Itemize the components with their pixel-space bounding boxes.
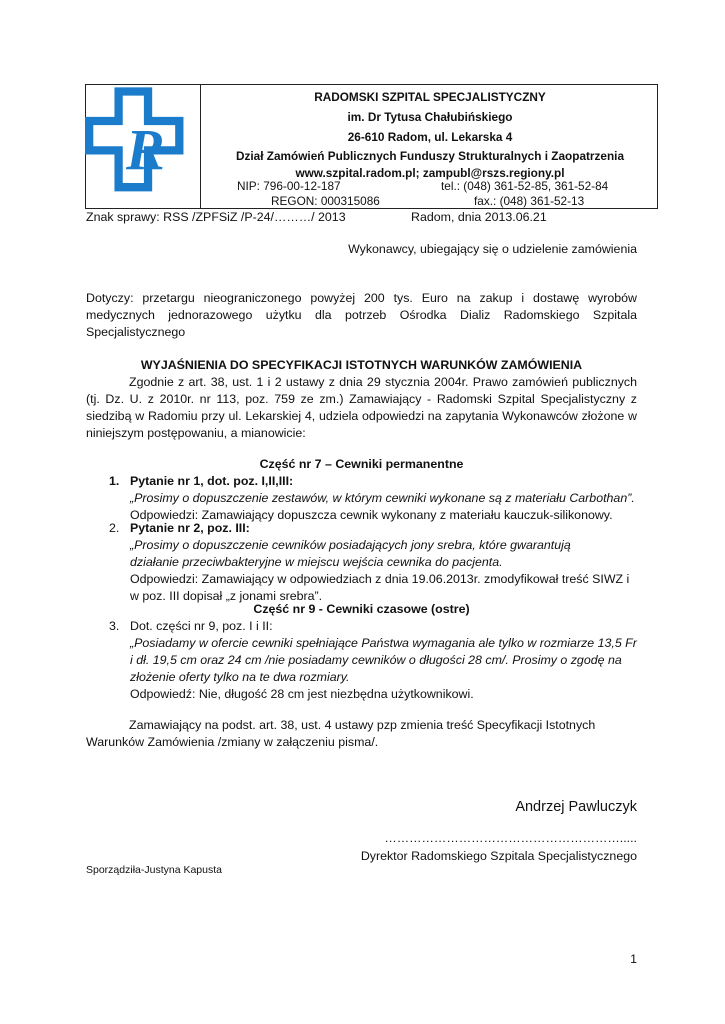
nip-number: NIP: 796-00-12-187: [237, 179, 341, 193]
q1-number: 1.: [109, 474, 120, 488]
subject: Dotyczy: przetargu nieograniczonego powyżej 200 tys. Euro na zakup i dostawę wyrobów medycznych jednorazowego użytku dla potrzeb Ośrodka Dializ Radomskiego Szpitala Specjalistycznego: [86, 291, 637, 339]
q2-question: „Prosimy o dopuszczenie cewników posiadających jony srebra, które gwarantują działanie przeciwbakteryjne w miejscu wejścia cewnika do pacjenta.: [130, 538, 571, 569]
page-number: 1: [630, 952, 637, 966]
q1-heading: Pytanie nr 1, dot. poz. I,II,III:: [130, 474, 294, 488]
q3-number: 3.: [109, 619, 120, 633]
q1-answer: Odpowiedzi: Zamawiający dopuszcza cewnik wykonany z materiału kauczuk-silikonowy.: [130, 508, 613, 522]
hospital-logo-icon: [85, 84, 199, 207]
q1-block: [130, 473, 638, 524]
q2-block: [130, 520, 638, 605]
part-9-heading: Część nr 9 - Cewniki czasowe (ostre): [253, 602, 470, 616]
intro-paragraph: Zgodnie z art. 38, ust. 1 i 2 ustawy z dnia 29 stycznia 2004r. Prawo zamówień publicznych (tj. Dz. U. z 2010r. nr 113, poz. 759 ze zm.) Zamawiający - Radomski Szpital Specjalistyczny z siedzibą w Radomiu przy ul. Lekarskiej 4, udziela odpowiedzi na zapytania Wykonawców złożone w niniejszym postępowaniu, a mianowicie:: [86, 375, 637, 440]
regon-number: REGON: 000315086: [271, 194, 380, 208]
prepared-by: Sporządziła-Justyna Kapusta: [86, 864, 222, 876]
closing-paragraph: Zamawiający na podst. art. 38, ust. 4 ustawy pzp zmienia treść Specyfikacji Istotnych Warunków Zamówienia /zmiany w załączeniu pisma/.: [86, 718, 596, 749]
document-title: WYJAŚNIENIA DO SPECYFIKACJI ISTOTNYCH WARUNKÓW ZAMÓWIENIA: [140, 358, 583, 372]
q3-block: [130, 618, 638, 703]
signatory-name: Andrzej Pawluczyk: [515, 799, 637, 815]
hospital-name: RADOMSKI SZPITAL SPECJALISTYCZNY: [314, 90, 546, 104]
hospital-patron: im. Dr Tytusa Chałubińskiego: [347, 110, 513, 124]
q3-heading: Dot. części nr 9, poz. I i II:: [130, 619, 273, 633]
q2-answer: Odpowiedzi: Zamawiający w odpowiedziach z dnia 19.06.2013r. zmodyfikował treść SIWZ i w poz. III dopisał „z jonami srebra”.: [130, 572, 630, 603]
fax: fax.: (048) 361-52-13: [474, 194, 585, 208]
signature-line: ………………………………………………….....: [384, 831, 637, 845]
logo-cell: [85, 84, 201, 209]
q3-question: „Posiadamy w ofercie cewniki spełniające Państwa wymagania ale tylko w rozmiarze 13,5 Fr i dł. 19,5 cm oraz 24 cm /nie posiadamy cewników o długości 28 cm/. Prosimy o zgodę na złożenie oferty tylko na te dwa rozmiary.: [130, 636, 637, 684]
q1-question: „Prosimy o dopuszczenie zestawów, w którym cewniki wykonane są z materiału Carbothan”.: [130, 491, 635, 505]
q2-heading: Pytanie nr 2, poz. III:: [130, 521, 250, 535]
recipient: Wykonawcy, ubiegający się o udzielenie zamówienia: [348, 242, 637, 256]
hospital-address: 26-610 Radom, ul. Lekarska 4: [347, 130, 513, 144]
signatory-title: Dyrektor Radomskiego Szpitala Specjalistycznego: [360, 849, 637, 863]
part-7-heading: Część nr 7 – Cewniki permanentne: [259, 457, 464, 471]
q3-answer: Odpowiedź: Nie, długość 28 cm jest niezbędna użytkownikowi.: [130, 687, 474, 701]
svg-text:R: R: [126, 117, 165, 182]
telephone: tel.: (048) 361-52-85, 361-52-84: [441, 179, 609, 193]
q2-number: 2.: [109, 521, 120, 535]
contact-web-email: www.szpital.radom.pl; zampubl@rszs.regiony.pl: [295, 166, 565, 180]
case-reference: Znak sprawy: RSS /ZPFSiZ /P-24/………/ 2013: [86, 210, 346, 224]
document-date: Radom, dnia 2013.06.21: [411, 210, 547, 224]
department-name: Dział Zamówień Publicznych Funduszy Strukturalnych i Zaopatrzenia: [235, 149, 625, 163]
